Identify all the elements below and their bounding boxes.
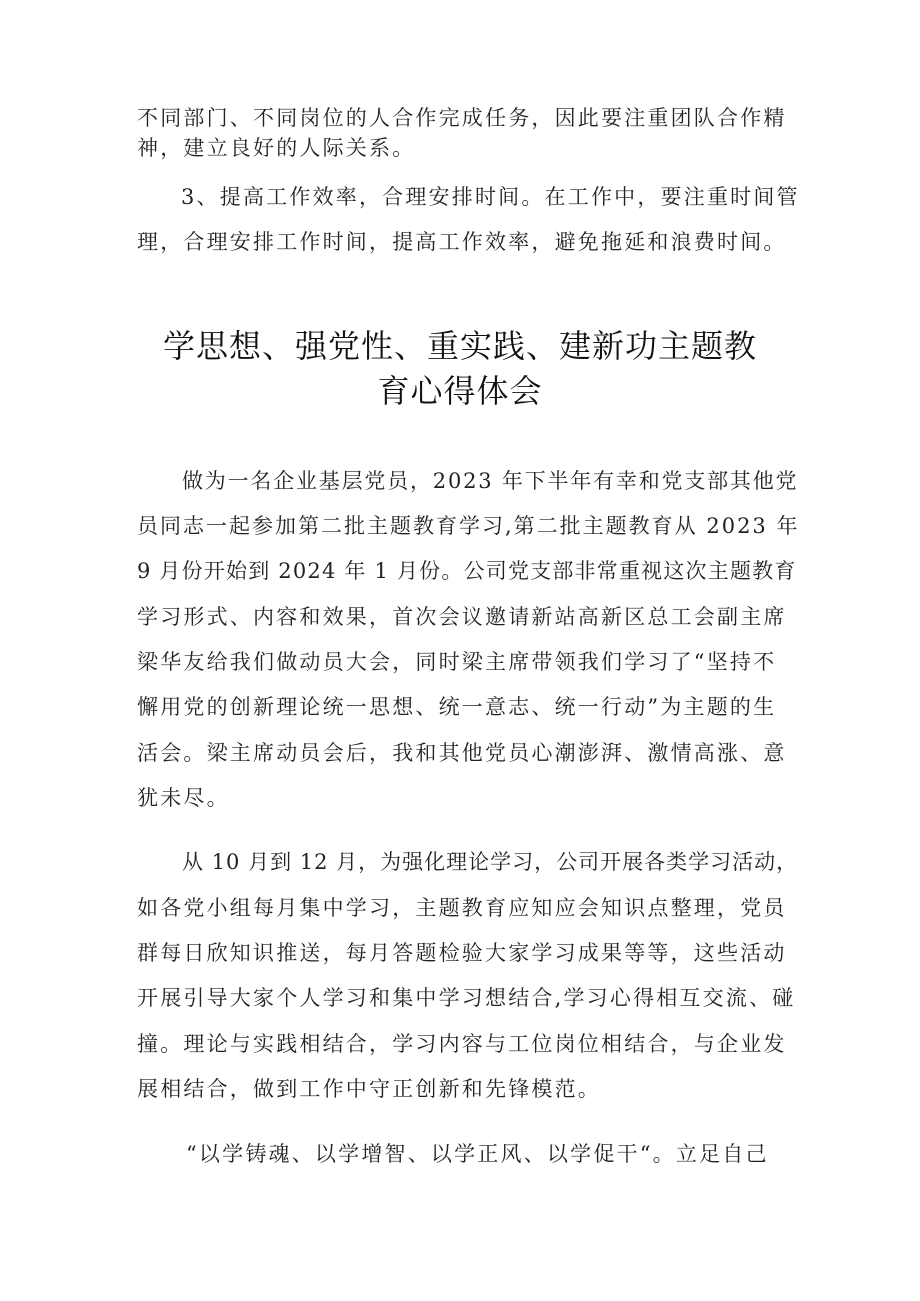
paragraph-1-line-8: 犹未尽。 [137,786,230,810]
paragraph-2-line-1: 从 10 月到 12 月，为强化理论学习，公司开展各类学习活动， [182,850,799,874]
paragraph-1-line-1: 做为一名企业基层党员，2023 年下半年有幸和党支部其他党 [182,469,799,493]
paragraph-3-line-1: “以学铸魂、以学增智、以学正风、以学促干“。立足自己 [186,1142,769,1166]
intro-line-1: 不同部门、不同岗位的人合作完成任务，因此要注重团队合作精 [137,106,787,130]
paragraph-1-line-2: 员同志一起参加第二批主题教育学习,第二批主题教育从 2023 年 [137,514,800,538]
intro-line-4: 理，合理安排工作时间，提高工作效率，避免拖延和浪费时间。 [137,230,787,254]
paragraph-1-line-3: 9 月份开始到 2024 年 1 月份。公司党支部非常重视这次主题教育 [137,559,797,583]
paragraph-2-line-2: 如各党小组每月集中学习，主题教育应知应会知识点整理，党员 [137,896,787,920]
paragraph-2-line-5: 撞。理论与实践相结合，学习内容与工位岗位相结合，与企业发 [137,1032,787,1056]
paragraph-1-line-5: 梁华友给我们做动员大会，同时梁主席带领我们学习了“坚持不 [137,650,777,674]
paragraph-1-line-4: 学习形式、内容和效果，首次会议邀请新站高新区总工会副主席 [137,605,787,629]
intro-line-2: 神，建立良好的人际关系。 [137,136,416,160]
document-title-line-1: 学思想、强党性、重实践、建新功主题教 [162,327,757,365]
paragraph-1-line-7: 活会。梁主席动员会后，我和其他党员心潮澎湃、激情高涨、意 [137,741,787,765]
intro-line-3: 3、提高工作效率，合理安排时间。在工作中，要注重时间管 [181,185,800,209]
paragraph-2-line-3: 群每日欣知识推送，每月答题检验大家学习成果等等，这些活动 [137,941,787,965]
paragraph-2-line-6: 展相结合，做到工作中守正创新和先锋模范。 [137,1077,601,1101]
paragraph-2-line-4: 开展引导大家个人学习和集中学习想结合,学习心得相互交流、碰 [137,986,796,1010]
document-title-line-2: 育心得体会 [377,372,543,410]
paragraph-1-line-6: 懈用党的创新理论统一思想、统一意志、统一行动”为主题的生 [137,695,777,719]
